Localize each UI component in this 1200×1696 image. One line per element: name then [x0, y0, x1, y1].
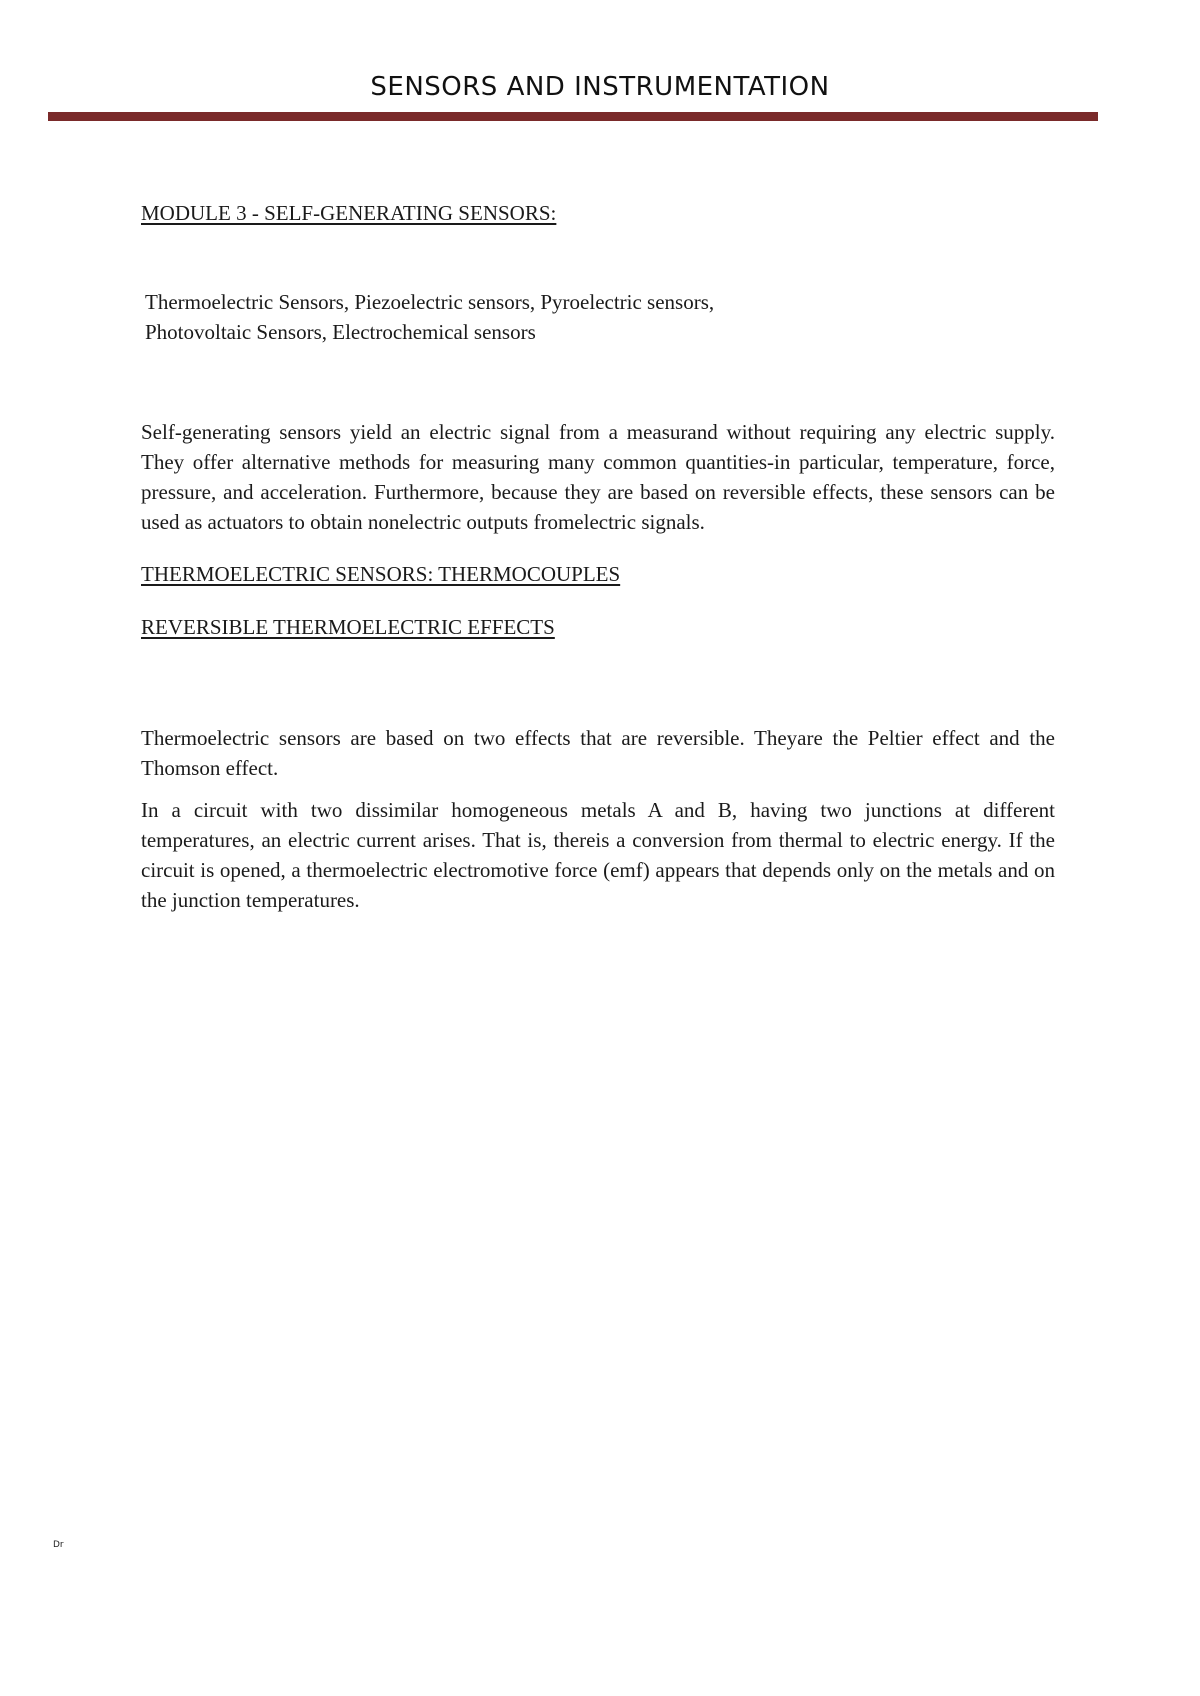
paragraph-thermoelectric-effects: Thermoelectric sensors are based on two effects that are reversible. Theyare the Peltier effect and the Thomson effect.: [141, 725, 1055, 780]
topics-list: [145, 287, 1055, 347]
page-header-title: SENSORS AND INSTRUMENTATION: [370, 72, 830, 102]
footer-mark: Dr: [53, 1540, 64, 1550]
topics-line-2: Photovoltaic Sensors, Electrochemical sensors: [145, 320, 536, 345]
intro-paragraph: Self-generating sensors yield an electric signal from a measurand without requiring any electric supply. They offer alternative methods for measuring many common quantities-in particular, temperature, force, pressure, and acceleration. Furthermore, because they are based on reversible effects, these sensors can be used as actuators to obtain nonelectric outputs fromelectric signals.: [141, 420, 1055, 535]
topics-line-1: Thermoelectric Sensors, Piezoelectric sensors, Pyroelectric sensors,: [145, 290, 715, 315]
header-divider: [48, 112, 1098, 121]
paragraph-circuit-description: In a circuit with two dissimilar homogeneous metals A and B, having two junctions at different temperatures, an electric current arises. That is, thereis a conversion from thermal to electric energy. If the circuit is opened, a thermoelectric electromotive force (emf) appears that depends only on the metals and on the junction temperatures.: [141, 797, 1055, 912]
section-heading-thermocouples: THERMOELECTRIC SENSORS: THERMOCOUPLES: [141, 562, 621, 587]
document-body: [141, 200, 1055, 939]
section-heading-reversible-effects: REVERSIBLE THERMOELECTRIC EFFECTS: [141, 614, 555, 639]
module-title: MODULE 3 - SELF-GENERATING SENSORS:: [141, 201, 557, 225]
